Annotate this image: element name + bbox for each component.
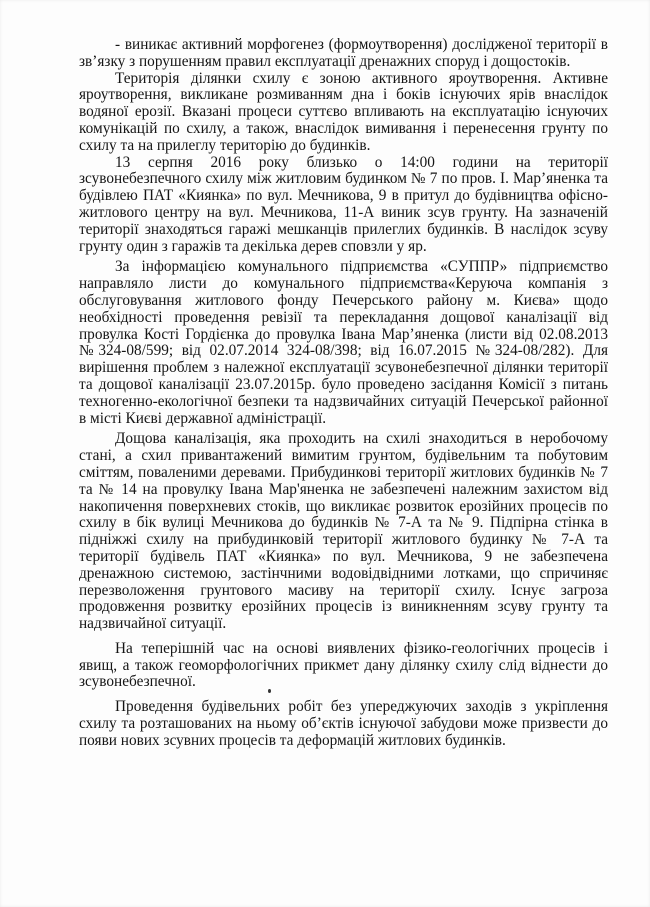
paragraph-3: 13 серпня 2016 року близько о 14:00 години на території зсувонебезпечного схилу між житловим будинком № 7 по пров. І. Мар’яненка та будівлею ПАТ «Киянка» по вул. Мечникова, 9 в притул до будівництва офісно-житлового центру на вул. Мечникова, 11-А виник зсув грунту. На зазначеній території знаходяться гаражі мешканців прилеглих будинків. В наслідок зсуву грунту один з гаражів та декілька дерев сповзли у яр.	[79, 153, 608, 255]
paragraph-6: На теперішній час на основі виявлених фізико-геологічних процесів і явищ, а також геоморфологічних прикмет дану ділянку схилу слід віднести до зсувонебезпечної.	[79, 639, 608, 691]
document-body	[79, 37, 608, 750]
paragraph-1: - виникає активний морфогенез (формоутворення) дослідженої території в зв’язку з порушенням правил експлуатації дренажних споруд і дощостоків.	[79, 36, 608, 70]
paragraph-4: За інформацією комунального підприємства «СУППР» підприємство направляло листи до комунального підприємства«Керуюча компанія з обслуговування житлового фонду Печерського району м. Києва» щодо необхідності проведення ревізії та перекладання дощової каналізації від провулка Кості Гордієнка до провулка Івана Мар’яненка (листи від 02.08.2013 №324-08/599; від 02.07.2014 324-08/398; від 16.07.2015 №324-08/282). Для вирішення проблем з належної експлуатації зсувонебезпечної ділянки території та дощової каналізації 23.07.2015р. було проведено засідання Комісії з питань техногенно-екологічної безпеки та надзвичайних ситуацій Печерської районної в місті Києві державної адміністрації.	[79, 258, 608, 427]
ink-speck	[268, 689, 271, 693]
paragraph-2: Територія ділянки схилу є зоною активного яроутворення. Активне яроутворення, викликане розмиванням дна і боків існуючих ярів внаслідок водяної ерозії. Вказані процеси суттєво впливають на експлуатацію існуючих комунікацій по схилу, а також, внаслідок вимивання і перенесення грунту по схилу та на прилеглу територію до будинків.	[79, 69, 608, 154]
paragraph-7: Проведення будівельних робіт без упереджуючих заходів з укріплення схилу та розташованих на ньому об’єктів існуючої забудови може призвести до появи нових зсувних процесів та деформацій житлових будинків.	[79, 698, 608, 749]
paragraph-5: Дощова каналізація, яка проходить на схилі знаходиться в неробочому стані, а схил привантажений вимитим грунтом, будівельним та побутовим сміттям, поваленими деревами. Прибудинкові території житлових будинків № 7 та № 14 на провулку Івана Мар'яненка не забезпечені належним захистом від накопичення поверхневих стоків, що викликає розвиток ерозійних процесів по схилу в бік вулиці Мечникова до будинків № 7-А та № 9. Підпірна стінка в підніжжі схилу на прибудинковій території житлового будинку № 7-А та території будівель ПАТ «Киянка» по вул. Мечникова, 9 не забезпечена дренажною системою, застінчними водовідвідними лотками, що спричиняє перезволоження грунтового масиву на території схилу. Існує загроза продовження розвитку ерозійних процесів із виникненням зсуву грунту та надзвичайної ситуації.	[79, 430, 608, 633]
